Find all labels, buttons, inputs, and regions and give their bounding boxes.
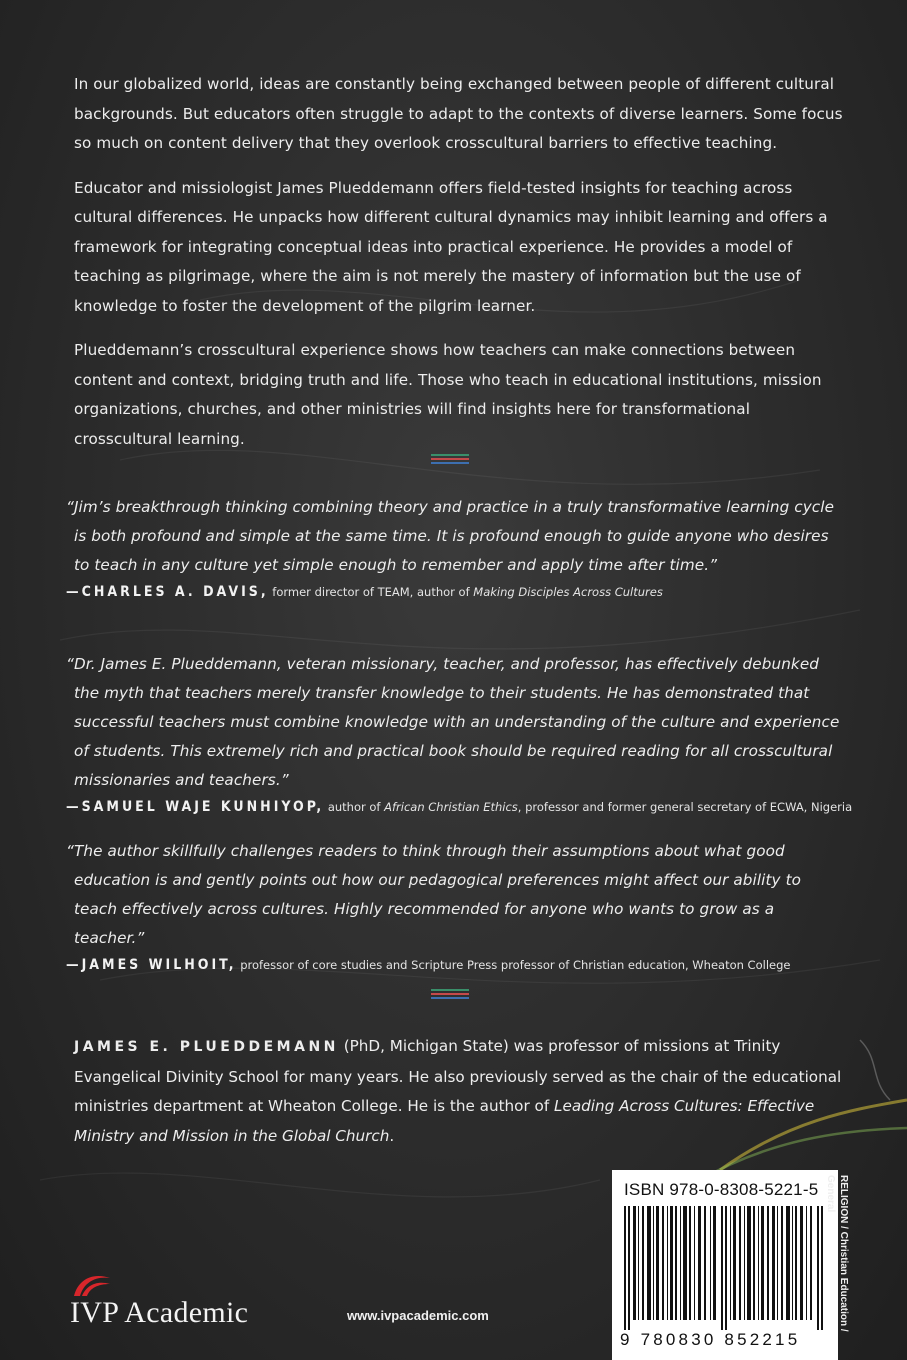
barcode-digits: 9 780830 852215 xyxy=(620,1330,801,1349)
section-divider xyxy=(431,454,469,466)
publisher-url[interactable]: www.ivpacademic.com xyxy=(347,1308,489,1323)
author-bio-end: . xyxy=(389,1126,395,1145)
endorsement-3 xyxy=(66,837,846,973)
author-book: Leading Across Cultures: Effective Ministry and Mission in the Global Church xyxy=(74,1097,815,1145)
endorser-role: author of xyxy=(324,800,385,814)
endorser-name: —SAMUEL WAJE KUNHIYOP, xyxy=(66,799,325,815)
endorser-role: former director of TEAM, author of xyxy=(268,585,474,599)
endorser-name: —CHARLES A. DAVIS, xyxy=(66,584,269,600)
description xyxy=(74,70,844,469)
endorsement-1 xyxy=(66,493,846,600)
endorser-name: —JAMES WILHOIT, xyxy=(66,957,237,973)
author-name: JAMES E. PLUEDDEMANN xyxy=(74,1039,339,1055)
description-paragraph-2: Educator and missiologist James Plueddemann offers field-tested insights for teaching across cultural differences. He unpacks how different cultural dynamics may inhibit learning and offers a framework for integrating conceptual ideas into practical experience. He provides a model of teaching as pilgrimage, where the aim is not merely the mastery of information but the use of knowledge to foster the development of the pilgrim learner. xyxy=(74,178,828,315)
endorsement-quote: “Dr. James E. Plueddemann, veteran missionary, teacher, and professor, has effectively debunked the myth that teachers merely transfer knowledge to their students. He has demonstrated that successful teachers must combine knowledge with an understanding of the culture and experience of students. This extremely rich and practical book should be required reading for all crosscultural missionaries and teachers.” xyxy=(66,655,840,789)
endorsement-quote: “Jim’s breakthrough thinking combining theory and practice in a truly transformative learning cycle is both profound and simple at the same time. It is profound enough to guide anyone who desires to teach in any culture yet simple enough to remember and apply time after time.” xyxy=(66,498,835,574)
author-bio xyxy=(74,1032,844,1151)
endorser-book: Making Disciples Across Cultures xyxy=(473,585,663,599)
barcode-icon xyxy=(622,1206,828,1330)
barcode-box xyxy=(612,1170,838,1360)
publisher-name: IVP Academic xyxy=(70,1296,249,1329)
endorser-book: African Christian Ethics xyxy=(384,800,518,814)
endorser-role-after: , professor and former general secretary of ECWA, Nigeria xyxy=(517,800,853,814)
endorsement-2 xyxy=(66,650,853,815)
endorsement-attribution xyxy=(66,584,846,600)
description-paragraph-1: In our globalized world, ideas are constantly being exchanged between people of different cultural backgrounds. But educators often struggle to adapt to the contexts of diverse learners. Some focus so much on content delivery that they overlook crosscultural barriers to effective teaching. xyxy=(74,75,843,152)
author-bio-text: (PhD, Michigan State) was professor of missions at Trinity Evangelical Divinity School for many years. He also previously served as the chair of the educational ministries department at Wheaton College. He is the author of xyxy=(74,1037,842,1115)
category-label: RELIGION / Christian Education / General xyxy=(825,1175,849,1332)
isbn-label: ISBN 978-0-8308-5221-5 xyxy=(624,1180,819,1199)
ivp-logo-icon xyxy=(72,1270,112,1298)
endorser-role: professor of core studies and Scripture Press professor of Christian education, Wheaton College xyxy=(236,958,791,972)
endorsement-attribution xyxy=(66,957,846,973)
section-divider xyxy=(431,989,469,1001)
endorsement-quote: “The author skillfully challenges readers to think through their assumptions about what good education is and gently points out how our pedagogical preferences might affect our ability to teach effectively across cultures. Highly recommended for anyone who wants to grow as a teacher.” xyxy=(66,842,802,947)
description-paragraph-3: Plueddemann’s crosscultural experience shows how teachers can make connections between content and context, bridging truth and life. Those who teach in educational institutions, mission organizations, churches, and other ministries will find insights here for transformational crosscultural learning. xyxy=(74,341,822,448)
endorsement-attribution xyxy=(66,799,853,815)
